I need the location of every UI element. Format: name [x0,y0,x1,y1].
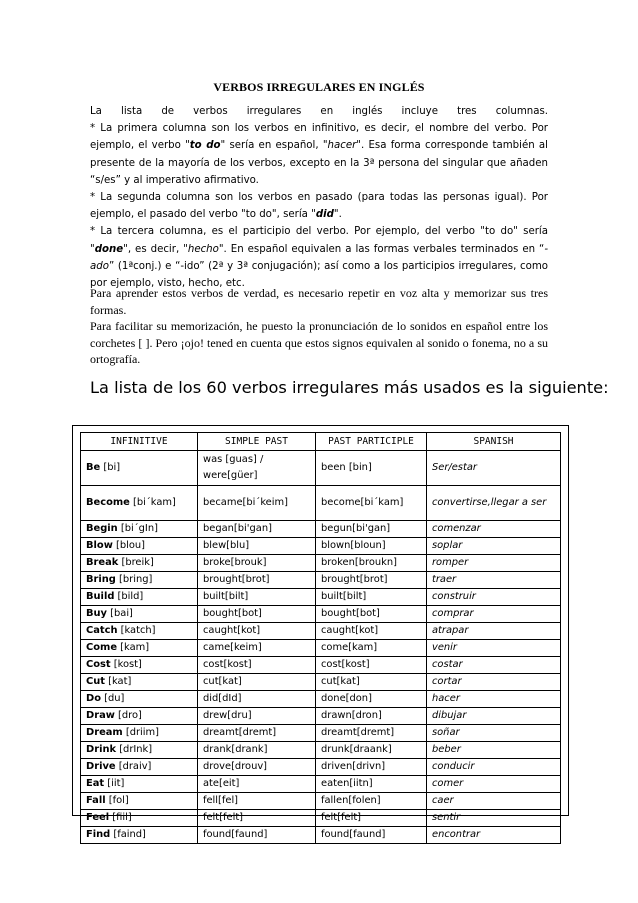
intro-text: ". En español equivalen a las formas verbales terminados en “ [218,243,545,255]
cell-simple-past: dreamt[dremt] [198,725,316,742]
cell-past-participle: been [bin] [316,451,427,486]
cell-simple-past: drank[drank] [198,742,316,759]
table-row [81,691,561,708]
table-row [81,555,561,572]
intro-paragraph-3 [90,189,548,223]
list-heading: La lista de los 60 verbos irregulares más usados es la siguiente: [90,378,609,397]
cell-spanish: traer [427,572,561,589]
example-participle-translation: hecho [187,243,219,255]
intro-text: ", es decir, " [123,243,188,255]
verb-pronunciation: [draiv] [118,761,152,772]
table-row [81,657,561,674]
page-title: VERBOS IRREGULARES EN INGLÉS [213,80,425,94]
verb-infinitive: Fall [86,795,106,806]
cell-infinitive [81,810,198,827]
table-header-row [81,433,561,451]
verb-pronunciation: [kost] [113,659,142,670]
cell-infinitive [81,555,198,572]
intro-paragraph-1: La lista de verbos irregulares en inglés incluye tres columnas. [90,106,548,117]
table-row [81,538,561,555]
cell-spanish: romper [427,555,561,572]
verb-pronunciation: [bild] [117,591,144,602]
verb-pronunciation: [dro] [118,710,142,721]
cell-simple-past: became[bi´keim] [198,486,316,521]
verb-pronunciation: [bai] [110,608,133,619]
verb-pronunciation: [bi´kam] [133,497,176,508]
intro-text: ” (1ªconj.) e “-ido” (2ª y 3ª conjugación); así como a los participios irregulares, como por ejemplo, visto, hecho, etc. [90,260,548,290]
cell-spanish: cortar [427,674,561,691]
table-row [81,640,561,657]
cell-simple-past: brought[brot] [198,572,316,589]
verb-infinitive: Come [86,642,118,653]
cell-past-participle: drawn[dron] [316,708,427,725]
table-row [81,606,561,623]
cell-simple-past: found[faund] [198,827,316,844]
verb-pronunciation: [kat] [108,676,132,687]
cell-past-participle: begun[bi'gan] [316,521,427,538]
cell-simple-past: bought[bot] [198,606,316,623]
cell-spanish: atrapar [427,623,561,640]
verb-infinitive: Do [86,693,101,704]
verb-pronunciation: [driim] [125,727,159,738]
cell-simple-past: cut[kat] [198,674,316,691]
column-header-infinitive: INFINITIVE [81,433,198,451]
intro-paragraph-4 [90,223,548,292]
cell-infinitive [81,538,198,555]
table-row [81,810,561,827]
cell-infinitive [81,657,198,674]
verb-pronunciation: [katch] [120,625,156,636]
cell-past-participle: found[faund] [316,827,427,844]
intro-paragraph-2 [90,120,548,189]
cell-simple-past: broke[brouk] [198,555,316,572]
cell-past-participle: become[bi´kam] [316,486,427,521]
cell-past-participle: built[bilt] [316,589,427,606]
cell-spanish: soplar [427,538,561,555]
table-row [81,776,561,793]
verb-pronunciation: [bi´gIn] [120,523,158,534]
cell-past-participle: cut[kat] [316,674,427,691]
cell-simple-past: drove[drouv] [198,759,316,776]
verb-pronunciation: [blou] [115,540,145,551]
column-header-past-participle: PAST PARTICIPLE [316,433,427,451]
intro-section [90,103,548,292]
cell-simple-past: caught[kot] [198,623,316,640]
verb-pronunciation: [faind] [113,829,146,840]
example-translation: hacer [327,140,357,152]
cell-spanish: convertirse,llegar a ser [427,486,561,521]
cell-past-participle: drunk[draank] [316,742,427,759]
verb-infinitive: Blow [86,540,113,551]
verb-pronunciation: [du] [104,693,125,704]
intro-text: " sería en español, " [220,140,328,152]
cell-past-participle: cost[kost] [316,657,427,674]
verb-infinitive: Drive [86,761,116,772]
verb-infinitive: Eat [86,778,105,789]
cell-simple-past: cost[kost] [198,657,316,674]
verb-infinitive: Feel [86,812,110,823]
cell-spanish: comenzar [427,521,561,538]
cell-spanish: costar [427,657,561,674]
cell-past-participle: eaten[iitn] [316,776,427,793]
cell-infinitive [81,776,198,793]
cell-spanish: caer [427,793,561,810]
cell-past-participle: bought[bot] [316,606,427,623]
cell-infinitive [81,691,198,708]
verb-infinitive: Build [86,591,115,602]
verbs-table [80,432,561,844]
cell-simple-past: began[bi'gan] [198,521,316,538]
table-row [81,708,561,725]
cell-simple-past: built[bilt] [198,589,316,606]
verb-pronunciation: [kam] [120,642,150,653]
verb-infinitive: Bring [86,574,116,585]
cell-past-participle: blown[bloun] [316,538,427,555]
cell-simple-past: fell[fel] [198,793,316,810]
cell-infinitive [81,793,198,810]
verb-infinitive: Drink [86,744,117,755]
verb-pronunciation: [bi] [103,462,121,473]
verb-infinitive: Find [86,829,111,840]
intro-text: ". Esa forma corresponde también al presente de la mayoría de los verbos, excepto en la 3ª persona del singular que añaden “s/es” y al imperativo afirmativo. [90,140,548,186]
column-header-simple-past: SIMPLE PAST [198,433,316,451]
verb-pronunciation: [drInk] [119,744,153,755]
example-participle: done [94,243,124,255]
verb-infinitive: Catch [86,625,118,636]
table-row [81,589,561,606]
cell-past-participle: done[don] [316,691,427,708]
cell-simple-past: was [guas] / were[güer] [198,451,316,486]
cell-infinitive [81,589,198,606]
study-tip-paragraph-1: Para aprender estos verbos de verdad, es necesario repetir en voz alta y memorizar sus tres formas. [90,286,548,317]
column-header-spanish: SPANISH [427,433,561,451]
cell-infinitive [81,572,198,589]
cell-past-participle: dreamt[dremt] [316,725,427,742]
cell-infinitive [81,623,198,640]
verb-pronunciation: [breik] [121,557,154,568]
cell-simple-past: ate[eit] [198,776,316,793]
intro-text: * La primera columna son los verbos en infinitivo, es decir, el nombre del verbo. Por ejemplo, el verbo " [90,123,548,152]
cell-past-participle: felt[felt] [316,810,427,827]
example-past: did [315,209,334,221]
verb-infinitive: Begin [86,523,118,534]
table-row [81,451,561,486]
cell-spanish: comer [427,776,561,793]
cell-infinitive [81,742,198,759]
cell-infinitive [81,759,198,776]
example-suffix: -ado [90,243,548,272]
verb-pronunciation: [bring] [119,574,153,585]
table-row [81,572,561,589]
example-verb: to do [189,140,221,152]
table-row [81,486,561,521]
cell-past-participle: come[kam] [316,640,427,657]
cell-past-participle: fallen[folen] [316,793,427,810]
cell-infinitive [81,640,198,657]
cell-infinitive [81,708,198,725]
cell-infinitive [81,486,198,521]
verb-infinitive: Become [86,497,130,508]
cell-infinitive [81,521,198,538]
table-row [81,725,561,742]
cell-spanish: construir [427,589,561,606]
cell-simple-past: felt[felt] [198,810,316,827]
cell-infinitive [81,606,198,623]
study-tip-paragraph-2: Para facilitar su memorización, he puesto la pronunciación de lo sonidos en español entre los corchetes [ ]. Pero ¡ojo! tened en cuenta que estos signos equivalen al sonido o fonema, no a su ortografía. [90,319,548,366]
cell-simple-past: blew[blu] [198,538,316,555]
table-row [81,521,561,538]
verb-infinitive: Cut [86,676,105,687]
cell-infinitive [81,827,198,844]
verb-infinitive: Draw [86,710,115,721]
verb-infinitive: Cost [86,659,111,670]
verb-pronunciation: [iit] [107,778,125,789]
cell-simple-past: drew[dru] [198,708,316,725]
verb-infinitive: Dream [86,727,123,738]
cell-past-participle: brought[brot] [316,572,427,589]
cell-past-participle: caught[kot] [316,623,427,640]
table-row [81,793,561,810]
cell-spanish: sentir [427,810,561,827]
cell-spanish: beber [427,742,561,759]
cell-simple-past: came[keim] [198,640,316,657]
verb-pronunciation: [fiil] [112,812,132,823]
cell-simple-past: did[dId] [198,691,316,708]
table-row [81,759,561,776]
verb-infinitive: Break [86,557,119,568]
table-row [81,742,561,759]
cell-spanish: Ser/estar [427,451,561,486]
intro-text: * La segunda columna son los verbos en pasado (para todas las personas igual). Por ejemplo, el pasado del verbo "to do", sería " [90,192,548,221]
cell-infinitive [81,451,198,486]
verb-infinitive: Buy [86,608,107,619]
cell-past-participle: broken[broukn] [316,555,427,572]
cell-spanish: encontrar [427,827,561,844]
cell-spanish: conducir [427,759,561,776]
study-tips-section [90,285,548,368]
table-body [81,451,561,844]
table-row [81,827,561,844]
cell-infinitive [81,725,198,742]
verb-pronunciation: [fol] [108,795,129,806]
cell-spanish: soñar [427,725,561,742]
cell-past-participle: driven[drivn] [316,759,427,776]
cell-infinitive [81,674,198,691]
cell-spanish: venir [427,640,561,657]
verb-infinitive: Be [86,462,101,473]
intro-text: ". [333,209,342,221]
table-row [81,674,561,691]
cell-spanish: hacer [427,691,561,708]
table-row [81,623,561,640]
cell-spanish: dibujar [427,708,561,725]
intro-text: * La tercera columna, es el participio del verbo. Por ejemplo, del verbo "to do" sería " [90,226,548,255]
cell-spanish: comprar [427,606,561,623]
